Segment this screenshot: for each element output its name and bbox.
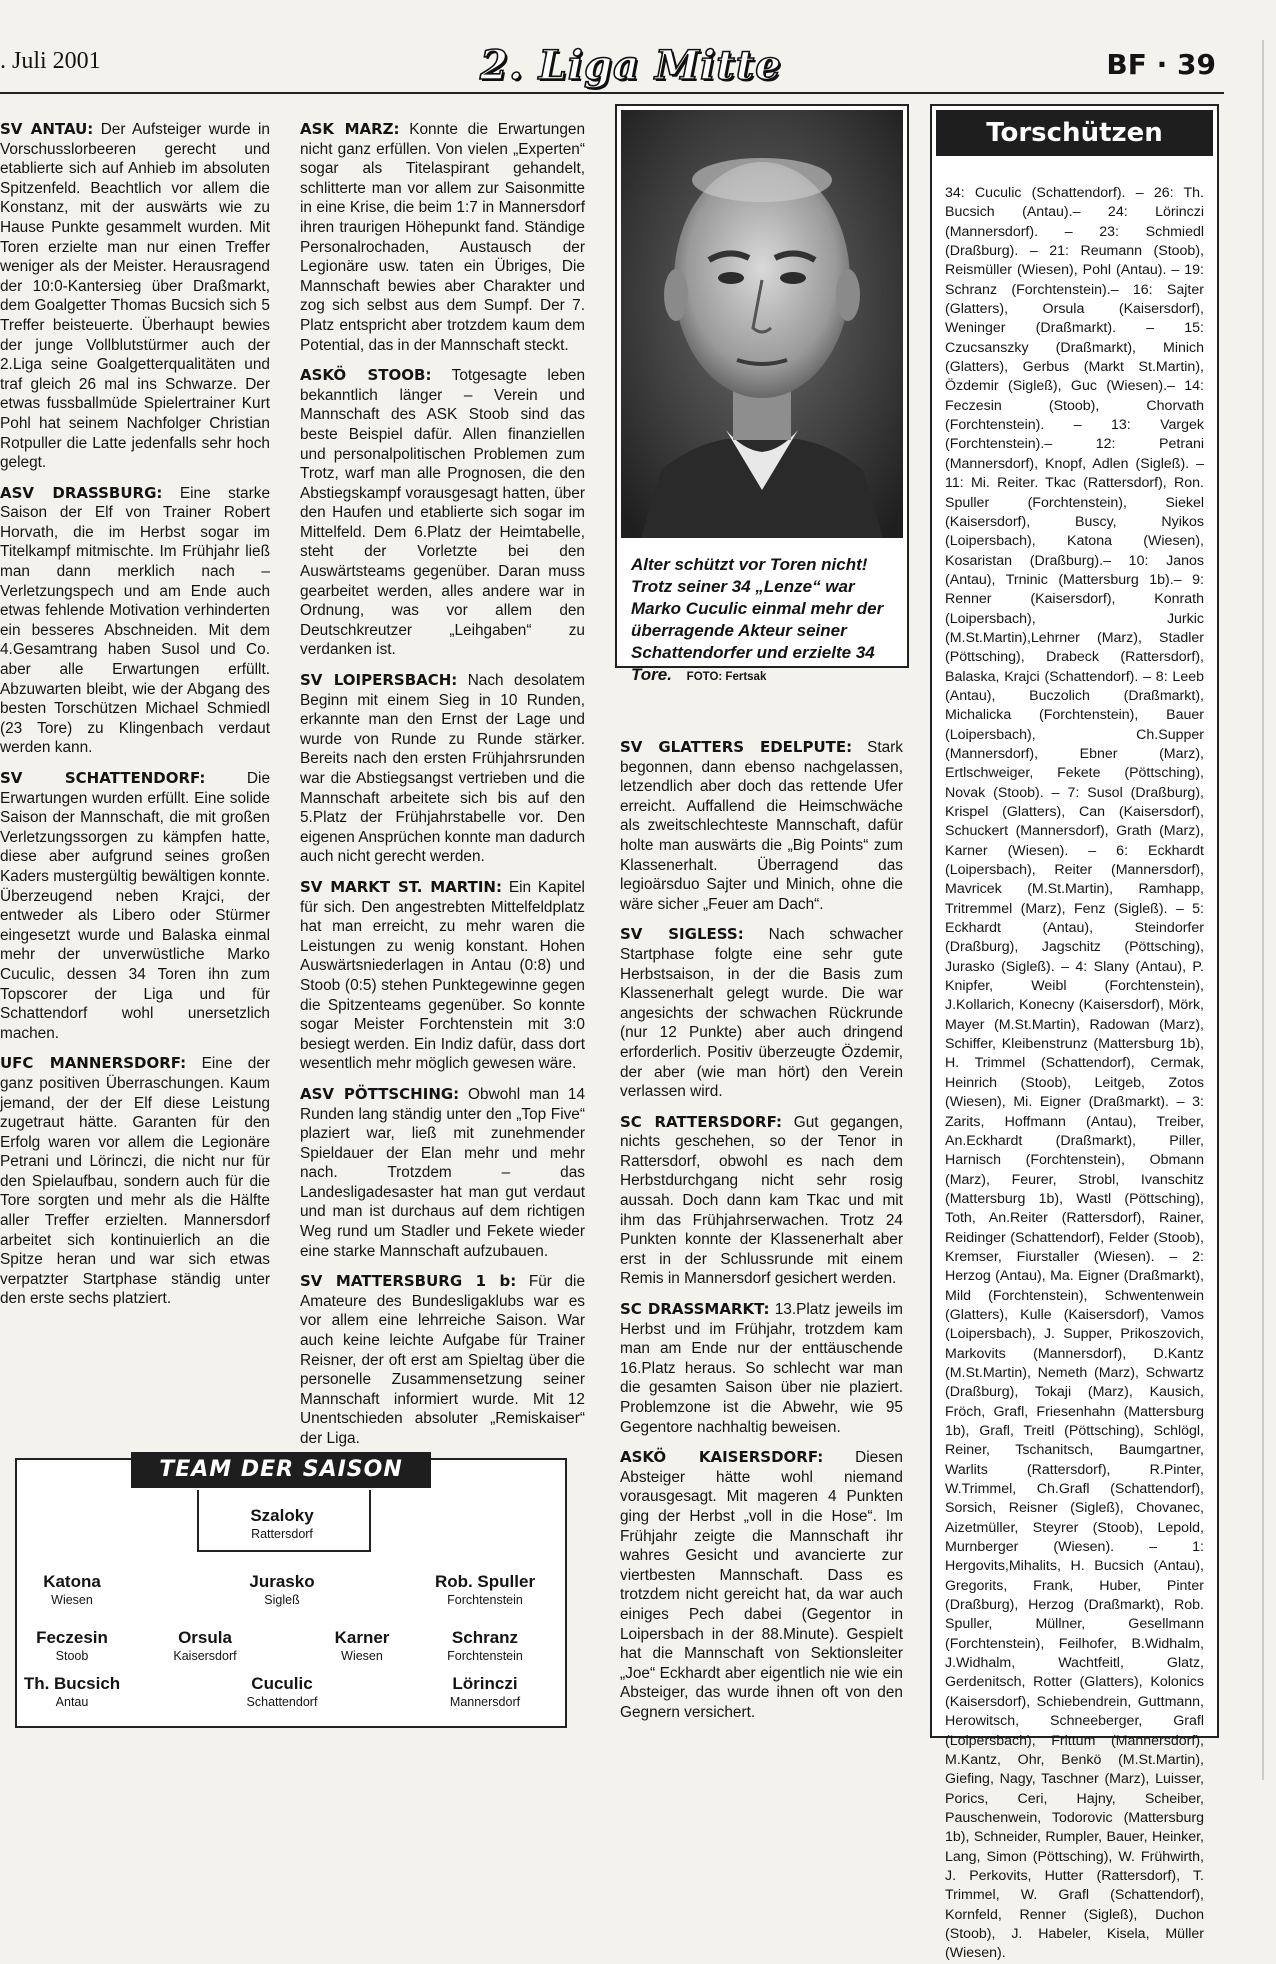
player-name: Schranz — [451, 1628, 519, 1647]
article-text: Ein Kapitel für sich. Den angestrebten Mittelfeldplatz hat man erreicht, zu mehr waren die Leistungen zu wenig konstant. Hohen Auswärtsniederlagen in Antau (0:8) und Stoob (0:5) stehen Punktegewinne gegen die Spitzenteams gegenüber. So konnte sogar Meister Forchtenstein mit 3:0 besiegt werden. Ein Indiz dafür, dass dort wesentlich mehr möglich gewesen wäre. — [300, 878, 585, 1073]
article-text: Totgesagte leben bekanntlich länger – Verein und Mannschaft des ASK Stoob sind das beste Beispiel dafür. Allen finanziellen und personalpolitischen Problemen zum Trotz, warf man alle Prognosen, die den Abstiegskampf vorausgesagt hatten, über den Haufen und etablierte sich sogar im Mittelfeld. Dem 6.Platz der Heimtabelle, steht der Vorletzte bei den Auswärtsteams gegenüber. Daran muss gearbeitet werden, alles andere war in Ordnung, was vor allem den Deutschkreutzer „Leihgaben“ zu verdanken ist. — [300, 367, 586, 659]
player-club: Forchtenstein — [447, 1649, 523, 1663]
portrait-image — [621, 110, 903, 538]
scorers-list: 34: Cuculic (Schattendorf). – 26: Th. Bucsich (Antau).– 24: Lörinczi (Mannersdorf). – 23: Schmiedl (Draßburg). – 21: Reumann (Stoob), Reismüller (Wiesen), Pohl (Antau). – 19: Schranz (Forchtenstein).– 16: Sajter (Glatters), Orsula (Kaisersdorf), Weninger (Draßmarkt). – 15: Czucsanszky (Draßmarkt), Minich (Glatters), Gerbus (Markt St.Martin), Özdemir (Sigleß), Guc (Wiesen).– 14: Feczesin (Stoob), Chorvath (Forchtenstein). – 13: Vargek (Forchtenstein).– 12: Petrani (Mannersdorf), Knopf, Adlen (Sigleß). – 11: Mi. Reiter. Tkac (Rattersdorf), Ron. Spuller (Forchtenstein), Siekel (Kaisersdorf), Buscy, Nyikos (Loipersbach), Katona (Wiesen), Kosaristan (Draßburg).– 10: Janos (Antau), Trninic (Mattersburg 1b).– 9: Renner (Kaisersdorf), Konrath (Loipersbach), Jurkic (M.St.Martin),Lehrner (Marz), Stadler (Pöttsching), Drabeck (Rattersdorf), Balaska, Krajci (Schattendorf). – 8: Leeb (Antau), Buczolich (Draßmarkt), Michalicka (Forchtenstein), Bauer (Loipersbach), Ch.Supper (Mannersdorf), Ebner (Marz), Ertlschweiger, Fekete (Pöttsching), Novak (Stoob). – 7: Susol (Draßburg), Krispel (Glatters), Can (Kaisersdorf), Schuckert (Mannersdorf), Grath (Marz), Karner (Wiesen). – 6: Eckhardt (Loipersbach), Reiter (Mannersdorf), Mavricek (M.St.Martin), Ramhapp, Tritremmel (Marz), Fenz (Sigleß). – 5: Eckhardt (Antau), Steindorfer (Draßburg), Jagschitz (Pöttsching), Jurasko (Sigleß). – 4: Slany (Antau), P. Knipfer, Weibl (Forchtenstein), J.Kollarich, Konecny (Kaisersdorf), Mörk, Mayer (M.St.Martin), Radowan (Marz), Schiffer, Kleibenstrunz (Mattersburg 1b), H. Trimmel (Schattendorf), Cermak, Heinrich (Stoob), Leitgeb, Zotos (Wiesen), Mi. Eigner (Draßmarkt). – 3: Zarits, Hoffmann (Antau), Treiber, An.Eckhardt (Draßmarkt), Piller, Harnisch (Forchtenstein), Obmann (Marz), Feurer, Strobl, Ivanschitz (Mattersburg 1b), Wastl (Pöttsching), Toth, An.Reiter (Rattersdorf), Rainer, Reidinger (Schattendorf), Felder (Stoob), Kremser, Fiurstaller (Wiesen). – 2: Herzog (Antau), Ma. Eigner (Draßmarkt), Mild (Forchtenstein), Schwentenwein (Glatters), Kulle (Kaisersdorf), Vamos (Loipersbach), J. Supper, Prikoszovich, Markovits (Mannersdorf), D.Kantz (M.St.Martin), Nemeth (Marz), Schwartz (Draßburg), Tokaji (Marz), Kausich, Fröch, Grafl, Friesenhahn (Mattersburg 1b), Grafl, Treitl (Pöttsching), Schlögl, Reiner, Tschanitsch, Baumgartner, Warlits (Rattersdorf), R.Pinter, W.Trimmel, Ch.Grafl (Schattendorf), Sorsich, Reisner (Sigleß), Chovanec, Aizetmüller, Steyrer (Stoob), Lepold, Murnberger (Wiesen). – 1: Hergovits,Mihalits, H. Bucsich (Antau), Gregorits, Frank, Huber, Pinter (Draßburg), Herzog (Draßmarkt), Rob. Spuller, Müllner, Gesellmann (Forchtenstein), Feilhofer, B.Widhalm, J.Widhalm, Wachtfeitl, Glatz, Gerdenitsch, Rotter (Glatters), Kolonics (Kaisersdorf), Schiebendrein, Guttmann, Herowitsch, Schneeberger, Grafl (Loipersbach), Frittum (Mannersdorf), M.Kantz, Ohr, Benkö (M.St.Martin), Giefing, Nagy, Taschner (Marz), Luisser, Porics, Ceri, Hajny, Scheiber, Pauschenwein, Todorovic (Mattersburg 1b), Schneider, Rumpler, Bauer, Heinker, Lang, Simon (Pöttsching), W. Frühwirth, J. Perkovits, Hutter (Rattersdorf), T. Trimmel, W. Grafl (Schattendorf), Kornfeld, Renner (Sigleß), Duchon (Stoob), J. Habeler, Kisela, Müller (Wiesen). — [945, 185, 1204, 1962]
player-club: Schattendorf — [246, 1695, 318, 1709]
club-heading: ASV PÖTTSCHING: — [300, 1084, 460, 1103]
player-name: Katona — [43, 1572, 101, 1591]
article-markt-st-martin — [300, 878, 585, 1074]
article-loipersbach — [300, 671, 585, 867]
team-player — [2, 1628, 142, 1664]
player-name: Szaloky — [250, 1506, 314, 1525]
player-club: Forchtenstein — [447, 1593, 523, 1607]
article-text: Nach schwacher Startphase folgte eine sehr gute Herbstsaison, in der die Basis zum Klassenerhalt gelegt wurde. Die war angesichts der schwachen Rückrunde (nur 12 Punkte) aber auch dringend erforderlich. Positiv überzeugte Özdemir, der aber (wie man hört) den Verein verlassen wird. — [620, 926, 903, 1101]
club-heading: SV ANTAU: — [0, 120, 94, 138]
article-column-2 — [300, 120, 585, 1460]
player-club: Wiesen — [341, 1649, 383, 1663]
team-player — [212, 1506, 352, 1542]
team-player — [2, 1572, 142, 1608]
team-player — [212, 1572, 352, 1608]
club-heading: SC DRASSMARKT: — [620, 1300, 770, 1319]
article-kaisersdorf — [620, 1448, 903, 1722]
player-club: Kaisersdorf — [173, 1649, 237, 1663]
player-name: Karner — [334, 1628, 390, 1647]
club-heading: SV SCHATTENDORF: — [0, 769, 206, 787]
team-of-season-box — [15, 1458, 567, 1728]
player-club: Sigleß — [264, 1593, 300, 1607]
player-name: Th. Bucsich — [23, 1674, 121, 1693]
article-column-1 — [0, 120, 270, 1320]
article-text: Obwohl man 14 Runden lang ständig unter den „Top Five“ plaziert war, ließ mit zunehmender Spieldauer der Elan mehr und mehr nach. Trotzdem – das Landesligadesaster hat man gut verdaut und man ist durchaus auf dem richtigen Weg rund um Stadler und Fekete wieder eine starke Mannschaft aufzubauen. — [300, 1085, 585, 1260]
article-drassburg — [0, 484, 270, 758]
team-player — [415, 1674, 555, 1710]
article-drassmarkt — [620, 1300, 903, 1437]
article-column-3 — [620, 738, 903, 1734]
article-schattendorf — [0, 769, 270, 1043]
article-stoob — [300, 366, 585, 660]
club-heading: SV LOIPERSBACH: — [300, 671, 458, 690]
photo-box — [615, 104, 909, 684]
article-glatters — [620, 738, 903, 914]
team-player — [415, 1628, 555, 1664]
player-name: Cuculic — [251, 1674, 313, 1693]
article-text: Eine starke Saison der Elf von Trainer Robert Horvath, die im Herbst sogar im Titelkampf mitmischte. Im Frühjahr ließ man dann merklich nach – Verletzungspech und am Ende auch etwas fehlende Motivation verhinderten ein besseres Abschneiden. Mit dem 4.Gesamtrang haben Susol und Co. aber alle Erwartungen erfüllt. Abzuwarten bleibt, wie der Abgang des besten Torschützen Michael Schmiedl (23 Tore) zu Klingenbach verdaut werden kann. — [0, 484, 271, 757]
article-text: Konnte die Erwartungen nicht ganz erfüllen. Von vielen „Experten“ sogar als Titelaspirant gehandelt, schlitterte man vor allem zur Saisonmitte in eine Krise, die beim 1:7 in Mannersdorf ihren traurigen Höhepunkt fand. Ständige Personalrochaden, Austausch der Legionäre usw. taten ein Übriges, Die Mannschaft bewies aber Charakter und zog sich selbst aus dem Sumpf. Der 7. Platz entspricht aber trotzdem kaum dem Potential, das in der Mannschaft steckt. — [300, 121, 586, 354]
club-heading: ASKÖ STOOB: — [300, 366, 432, 385]
scorers-title: Torschützen — [936, 110, 1213, 156]
photo-credit: FOTO: Fertsak — [686, 671, 767, 683]
article-text: Gut gegangen, nichts geschehen, so der Tenor in Rattersdorf, obwohl es nach dem Herbstdurchgang nicht sehr rosig aussah. Doch dann kam Tkac und mit ihm das Frühjahrserwachen. Trotz 24 Punkten konnte der Klassenerhalt aber erst in der Schlussrunde mit einem Remis in Mannersdorf gesichert werden. — [620, 1113, 903, 1288]
player-name: Lörinczi — [452, 1674, 518, 1693]
article-text: Die Erwartungen wurden erfüllt. Eine solide Saison der Mannschaft, die mit großen Verletzungssorgen zu kämpfen hatte, diese aber aufgrund seines großen Kaders mustergültig bewältigen konnte. Überzeugend neben Krajci, der entweder als Libero oder Stürmer eingesetzt wurde und Balaska einmal mehr der unverwüstliche Marko Cuculic, dessen 34 Toren ihn zum Topscorer der Liga und für Schattendorf wohl unersetzlich machen. — [0, 770, 271, 1042]
issue-date: . Juli 2001 — [0, 48, 101, 74]
player-club: Antau — [55, 1695, 89, 1709]
section-title: 2. Liga Mitte — [480, 42, 782, 89]
article-mannersdorf — [0, 1054, 270, 1309]
article-text: Nach desolatem Beginn mit einem Sieg in 10 Runden, erkannte man den Ernst der Lage und wurde von Runde zu Runde stärker. Bereits nach den ersten Frühjahrsrunden war die Abstiegsangst vertrieben und die Mannschaft arbeitete sich bis auf den 5.Platz der Frühjahrstabelle vor. Den eigenen Ansprüchen konnte man dadurch auch nicht gerecht werden. — [300, 672, 586, 866]
player-name: Orsula — [178, 1628, 232, 1647]
article-text: Der Aufsteiger wurde in Vorschusslorbeeren gerecht und etablierte sich auf Anhieb im absoluten Spitzenfeld. Beachtlich vor allem die Konstanz, mit der auswärts wie zu Hause Punkte gesammelt wurden. Mit Toren erzielte man nur einen Treffer weniger als der Meister. Herausragend der 10:0-Kantersieg über Draßmarkt, dem Goalgetter Thomas Bucsich sich 5 Treffer beisteuerte. Überhaupt bewies der junge Vollblutstürmer auch der 2.Liga seine Goalgetterqualitäten und traf gleich 26 mal ins Schwarze. Der etwas fussballmüde Spielertrainer Kurt Pohl hat seinem Nachfolger Christian Rotpuller die Latte jedenfalls sehr hoch gelegt. — [0, 121, 270, 472]
club-heading: ASKÖ KAISERSDORF: — [620, 1448, 824, 1467]
player-club: Rattersdorf — [251, 1527, 313, 1541]
club-heading: SV MARKT ST. MARTIN: — [300, 877, 502, 896]
team-title: TEAM DER SAISON — [131, 1452, 431, 1488]
article-text: Für die Amateure des Bundesligaklubs war es vor allem eine lehrreiche Saison. War auch keine leichte Aufgabe für Trainer Reisner, der oft erst am Spieltag über die personelle Zusammensetzung seiner Mannschaft informiert wurde. Mit 12 Unentschieden absoluter „Remiskaiser“ der Liga. — [300, 1273, 586, 1447]
article-antau — [0, 120, 270, 473]
player-name: Rob. Spuller — [434, 1572, 536, 1591]
club-heading: ASV DRASSBURG: — [0, 483, 163, 502]
article-sigless — [620, 925, 903, 1101]
team-player — [135, 1628, 275, 1664]
player-photo — [621, 110, 903, 538]
club-heading: UFC MANNERSDORF: — [0, 1054, 187, 1073]
article-rattersdorf — [620, 1113, 903, 1289]
article-text: 13.Platz jeweils im Herbst und im Frühjahr, trotzdem kam man am Ende nur der enttäuschende 16.Platz heraus. So schlecht war man die gesamten Saison über nie plaziert. Problemzone ist die Abwehr, wie 95 Gegentore nachhaltig beweisen. — [620, 1301, 904, 1436]
player-club: Mannersdorf — [449, 1695, 521, 1709]
player-club: Stoob — [55, 1649, 89, 1663]
article-mattersburg — [300, 1272, 585, 1448]
scorers-box — [930, 104, 1219, 1962]
team-player — [292, 1628, 432, 1664]
article-text: Eine der ganz positiven Überraschungen. Kaum jemand, der der Elf diese Leistung zugetraut hätte. Garanten für den Erfolg waren vor allem die Legionäre Petrani und Lörinczi, die nicht nur für den Spielaufbau, sondern auch für die Tore sorgten und mehr als die Hälfte aller Treffer erzielten. Mannersdorf arbeitet sich kontinuierlich an die Spitze heran und war sich etwas verpatzter Startphase ständig unter den erste sechs platziert. — [0, 1055, 271, 1308]
article-poettsching — [300, 1085, 585, 1261]
team-player — [415, 1572, 555, 1608]
player-club: Wiesen — [51, 1593, 93, 1607]
team-player — [212, 1674, 352, 1710]
photo-caption — [631, 554, 893, 688]
club-heading: SV MATTERSBURG 1 b: — [300, 1272, 517, 1291]
header-divider — [0, 92, 1224, 94]
club-heading: SV GLATTERS EDELPUTE: — [620, 738, 853, 756]
player-name: Jurasko — [249, 1572, 315, 1591]
page-number: BF · 39 — [1106, 48, 1216, 81]
article-text: Stark begonnen, dann ebenso nachgelassen, letzendlich aber doch das rettende Ufer erreicht. Auffallend die Heimschwäche als zweitschlechteste Mannschaft, dafür holte man auswärts die „Big Points“ zum Klassenerhalt. Überragend das legioärsduo Sajter und Minich, ohne die wäre sicher „Feuer am Dach“. — [620, 739, 903, 913]
article-text: Diesen Absteiger hätte wohl niemand vorausgesagt. Mit mageren 4 Punkten ging der Herbst „voll in die Hose“. Im Frühjahr zeigte die Mannschaft ihr wahres Gesicht und avancierte zur viertbesten Mannschaft. Dass es trotzdem nicht gereicht hat, da war auch einiges Pech dabei (Gegentor in Loipersbach in der 88.Minute). Gespielt hat die Mannschaft von Sektionsleiter „Joe“ Eckhardt aber eigentlich nie wie ein Absteiger, das wurde ihnen oft von den Gegnern versichert. — [620, 1449, 903, 1721]
club-heading: SC RATTERSDORF: — [620, 1112, 783, 1131]
page-edge-line — [1262, 40, 1264, 1780]
player-name: Feczesin — [36, 1628, 108, 1647]
club-heading: ASK MARZ: — [300, 120, 400, 138]
article-marz — [300, 120, 585, 355]
club-heading: SV SIGLESS: — [620, 925, 744, 944]
team-player — [2, 1674, 142, 1710]
caption-text: Alter schützt vor Toren nicht! Trotz seiner 34 „Lenze“ war Marko Cuculic einmal mehr der überragende Akteur seiner Schattendorfer und erzielte 34 Tore. — [631, 555, 884, 684]
